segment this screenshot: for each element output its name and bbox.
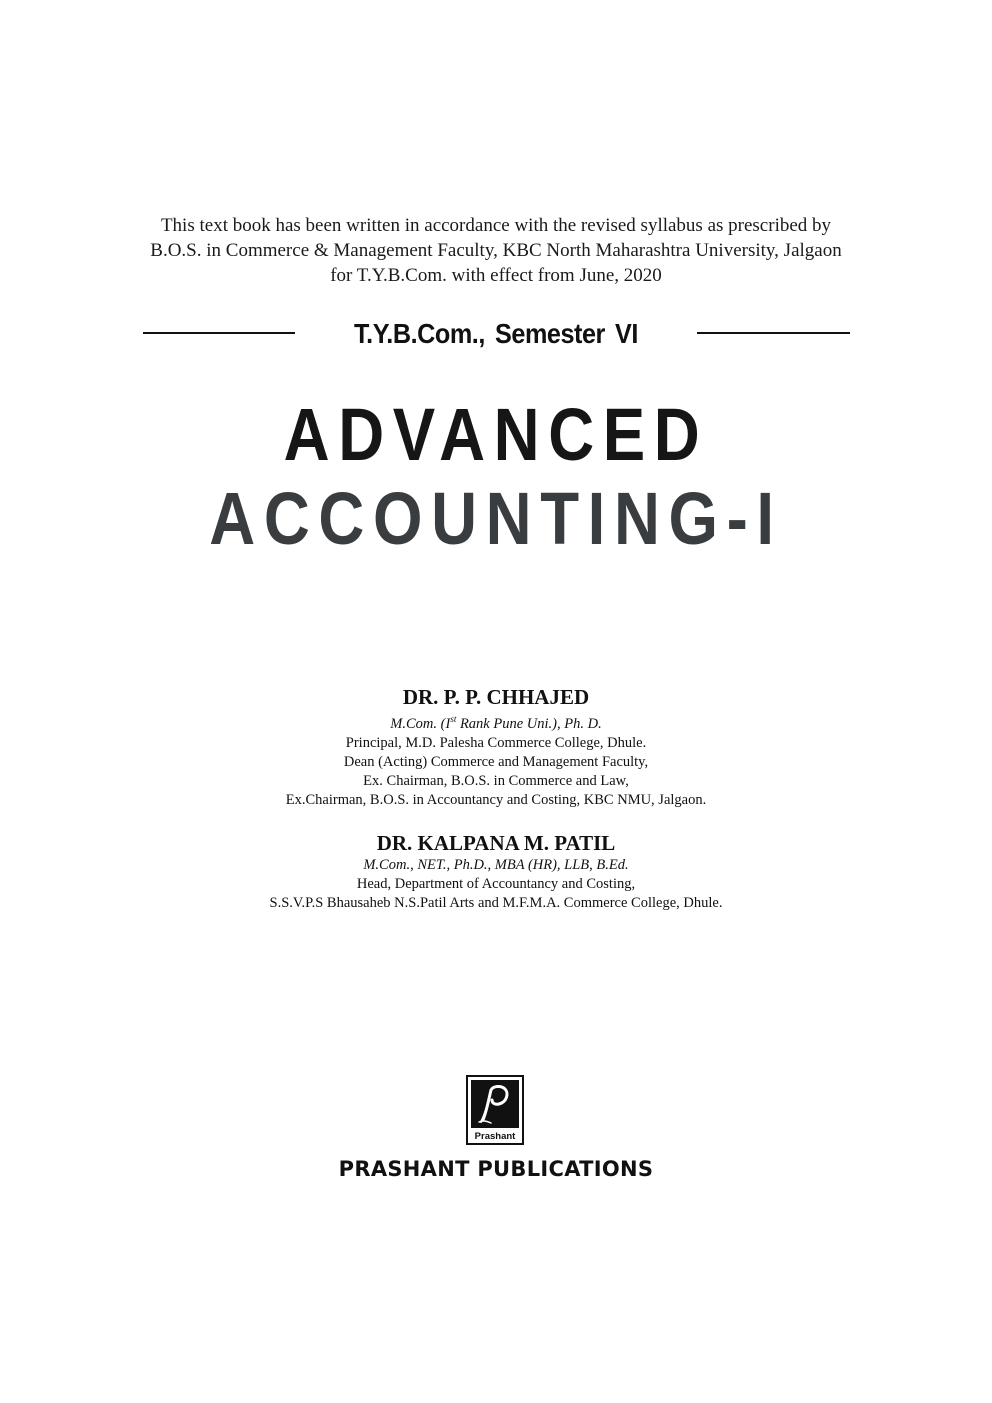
- author-name: DR. KALPANA M. PATIL: [376, 831, 616, 855]
- semester-heading-row: [0, 318, 992, 358]
- logo-brand-text: Prashant: [474, 1131, 516, 1142]
- syllabus-note-line: for T.Y.B.Com. with effect from June, 2020: [330, 265, 662, 286]
- author-designation: Ex. Chairman, B.O.S. in Commerce and Law,: [363, 772, 629, 789]
- author-block-1: [0, 684, 992, 810]
- syllabus-note-line: B.O.S. in Commerce & Management Faculty, KBC North Maharashtra University, Jalgaon: [150, 240, 842, 261]
- author-qualification: M.Com., NET., Ph.D., MBA (HR), LLB, B.Ed.: [363, 857, 629, 873]
- publisher-name: PRASHANT PUBLICATIONS: [338, 1157, 654, 1181]
- author-designation: Dean (Acting) Commerce and Management Faculty,: [343, 753, 649, 770]
- author-designation: S.S.V.P.S Bhausaheb N.S.Patil Arts and M.F.M.A. Commerce College, Dhule.: [269, 895, 723, 911]
- book-title-line-1: ADVANCED: [283, 393, 709, 476]
- semester-heading: T.Y.B.Com., Semester VI: [354, 318, 638, 349]
- syllabus-note-line: This text book has been written in accordance with the revised syllabus as prescribed by: [160, 215, 832, 236]
- author-designation: Ex.Chairman, B.O.S. in Accountancy and Costing, KBC NMU, Jalgaon.: [285, 791, 707, 808]
- prashant-p-logo-icon: [471, 1080, 519, 1128]
- syllabus-note: [0, 213, 992, 288]
- publisher-logo: [466, 1075, 524, 1145]
- author-qualification: M.Com. (Ist Rank Pune Uni.), Ph. D.: [390, 714, 602, 732]
- author-block-2: [0, 830, 992, 913]
- author-designation: Head, Department of Accountancy and Costing,: [356, 876, 636, 892]
- author-name: DR. P. P. CHHAJED: [402, 685, 590, 709]
- right-divider: [697, 332, 850, 334]
- book-title-line-2: ACCOUNTING-I: [209, 477, 783, 560]
- author-designation: Principal, M.D. Palesha Commerce College, Dhule.: [345, 734, 647, 751]
